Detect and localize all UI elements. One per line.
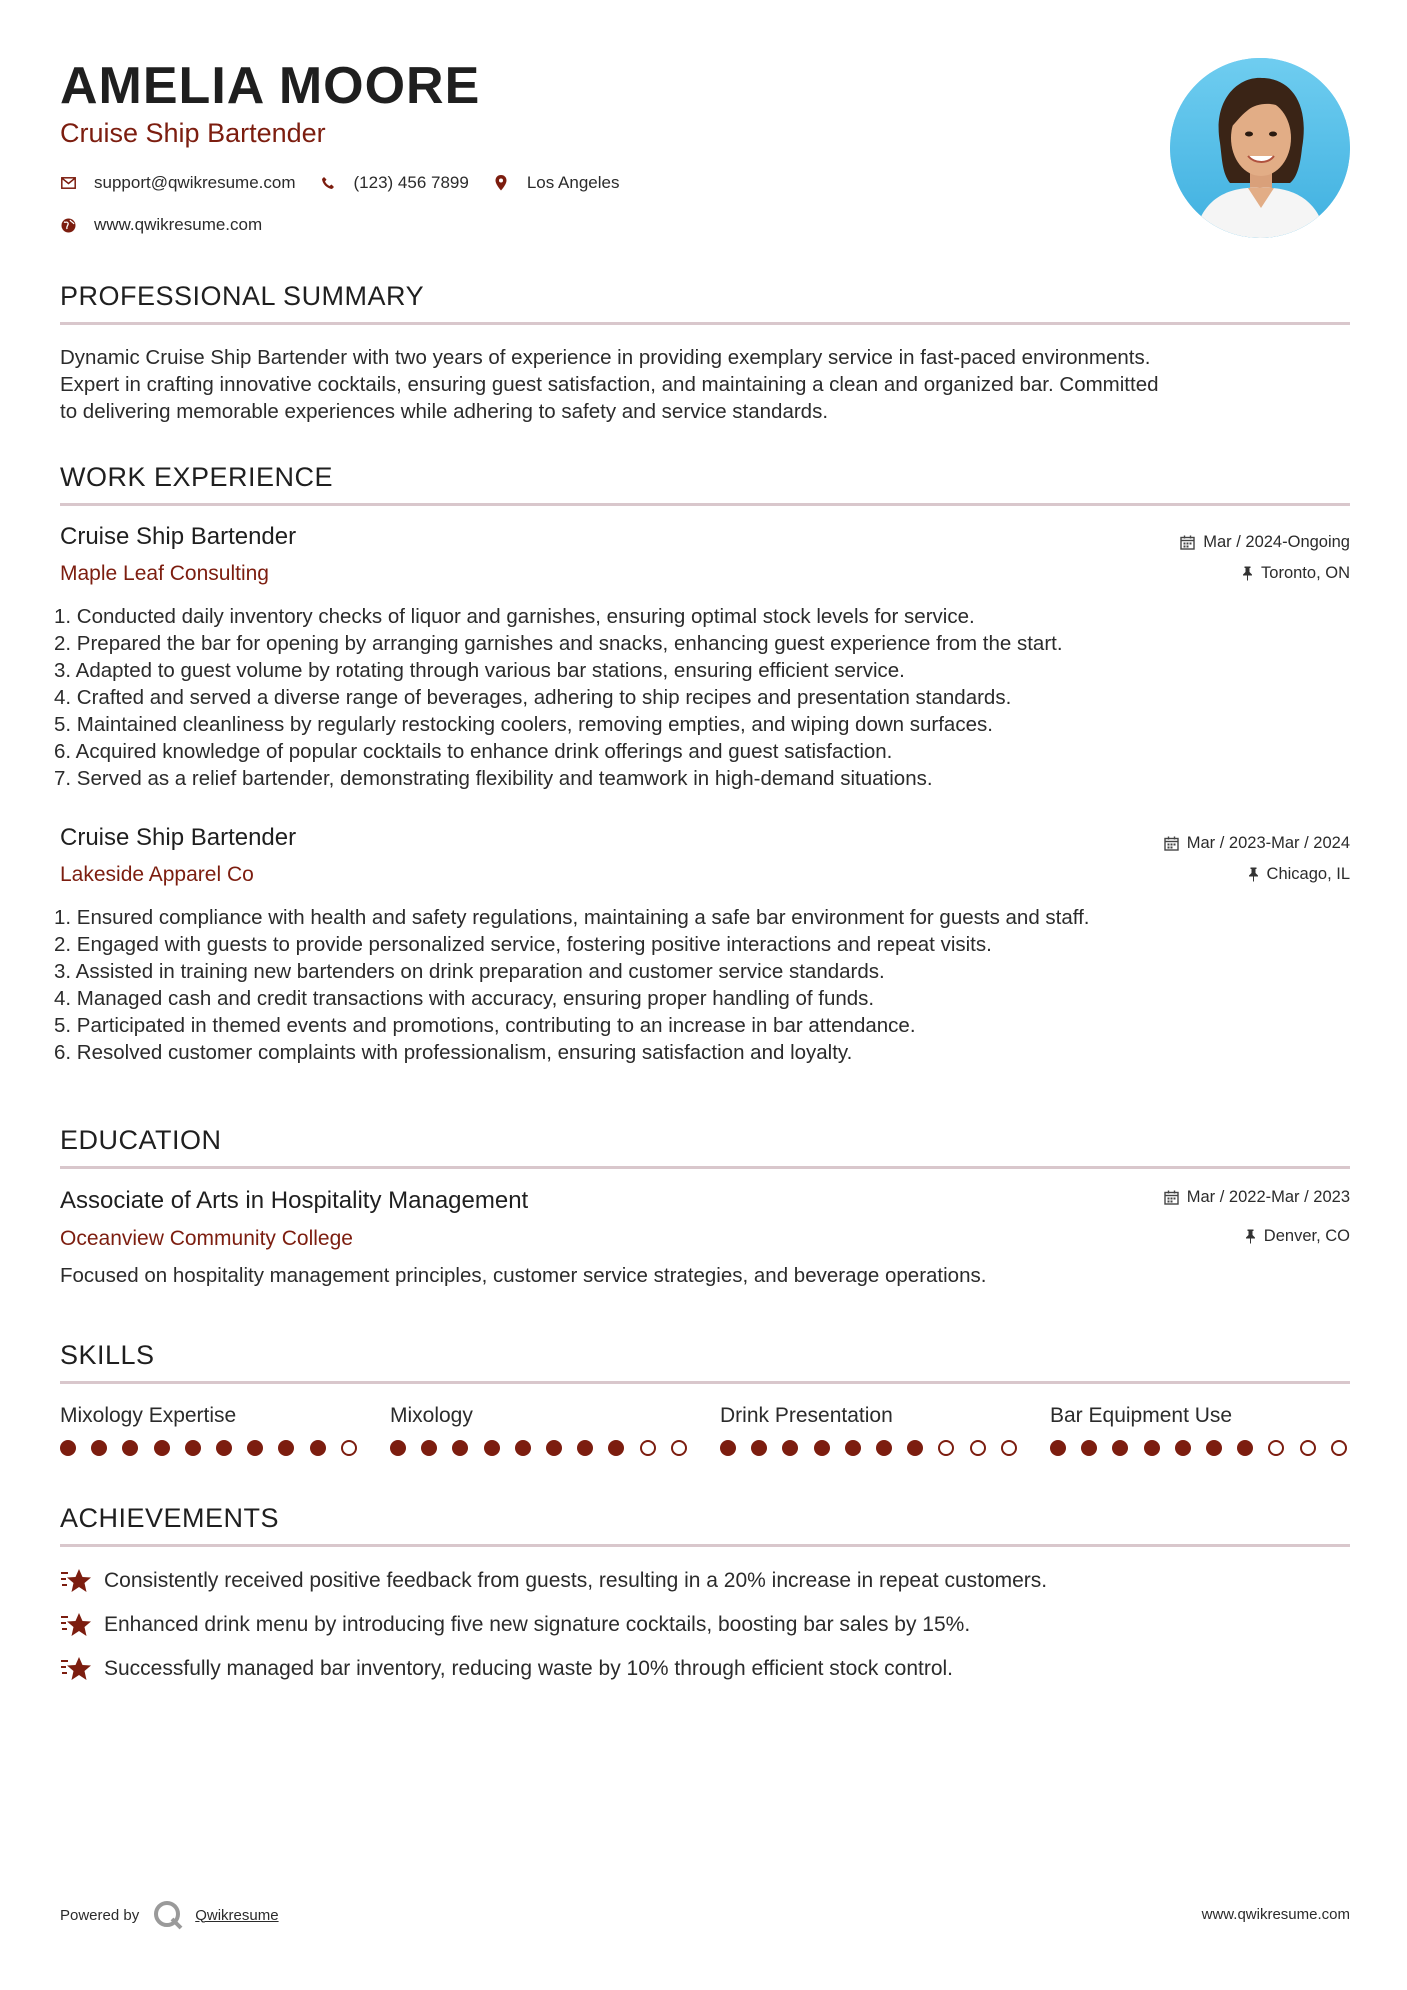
pushpin-icon [1248, 867, 1259, 882]
rating-dot-filled [782, 1440, 798, 1456]
skill-item [60, 1404, 360, 1428]
star-icon [60, 1655, 92, 1683]
job-location [1242, 564, 1350, 583]
rating-dot-filled [814, 1440, 830, 1456]
rating-dot-empty [341, 1440, 357, 1456]
rating-dot-filled [452, 1440, 468, 1456]
rating-dot-filled [845, 1440, 861, 1456]
education-location [1245, 1227, 1350, 1246]
skill-rating [390, 1440, 702, 1456]
rating-dot-empty [1268, 1440, 1284, 1456]
list-item: 4. Managed cash and credit transactions with accuracy, ensuring proper handling of funds. [54, 987, 875, 1010]
education-dates [1164, 1188, 1350, 1207]
experience-heading: WORK EXPERIENCE [60, 462, 334, 492]
skill-name: Drink Presentation [720, 1404, 893, 1427]
rating-dot-filled [907, 1440, 923, 1456]
list-item: 5. Participated in themed events and promotions, contributing to an increase in bar attendance. [54, 1014, 916, 1037]
qwikresume-logo-icon [153, 1900, 183, 1930]
list-item: 1. Conducted daily inventory checks of liquor and garnishes, ensuring optimal stock levels for service. [54, 605, 975, 628]
list-item: 2. Prepared the bar for opening by arranging garnishes and snacks, enhancing guest experience from the start. [54, 632, 1063, 655]
list-item: 7. Served as a relief bartender, demonstrating flexibility and teamwork in high-demand situations. [54, 767, 933, 790]
pushpin-icon [1242, 566, 1253, 581]
rating-dot-filled [1144, 1440, 1160, 1456]
rating-dot-filled [185, 1440, 201, 1456]
education-dates-text: Mar / 2022-Mar / 2023 [1186, 1188, 1350, 1206]
section-divider [60, 1381, 1350, 1384]
skill-rating [60, 1440, 372, 1456]
job-company: Lakeside Apparel Co [60, 863, 254, 886]
achievement-text: Enhanced drink menu by introducing five new signature cocktails, boosting bar sales by 15%. [104, 1613, 971, 1636]
calendar-icon [1164, 1190, 1179, 1205]
rating-dot-filled [216, 1440, 232, 1456]
rating-dot-filled [751, 1440, 767, 1456]
summary-text [60, 344, 1350, 425]
job-dates [1180, 533, 1350, 552]
rating-dot-empty [938, 1440, 954, 1456]
website-row [60, 215, 286, 235]
degree-title: Associate of Arts in Hospitality Management [60, 1187, 529, 1214]
powered-by-label: Powered by [60, 1906, 140, 1924]
footer-powered-by [60, 1900, 279, 1930]
calendar-icon [1164, 836, 1179, 851]
rating-dot-filled [608, 1440, 624, 1456]
job-title: Cruise Ship Bartender [60, 824, 297, 851]
rating-dot-filled [1050, 1440, 1066, 1456]
email-link[interactable]: support@qwikresume.com [94, 173, 296, 192]
phone-icon [320, 175, 336, 191]
job-bullets [54, 603, 1350, 792]
skill-item [1050, 1404, 1350, 1428]
achievement-item [60, 1655, 953, 1683]
summary-line: to delivering memorable experiences while adhering to safety and service standards. [60, 400, 829, 423]
rating-dot-filled [247, 1440, 263, 1456]
skill-name: Bar Equipment Use [1050, 1404, 1233, 1427]
skills-heading: SKILLS [60, 1340, 155, 1370]
rating-dot-filled [876, 1440, 892, 1456]
achievements-heading: ACHIEVEMENTS [60, 1503, 280, 1533]
rating-dot-filled [1112, 1440, 1128, 1456]
school-name: Oceanview Community College [60, 1227, 353, 1250]
skill-rating [1050, 1440, 1362, 1456]
star-icon [60, 1567, 92, 1595]
skill-name: Mixology Expertise [60, 1404, 237, 1427]
phone-number: (123) 456 7899 [353, 173, 469, 192]
email-icon [60, 175, 76, 191]
education-heading: EDUCATION [60, 1125, 222, 1155]
job-location-text: Toronto, ON [1261, 564, 1350, 582]
rating-dot-filled [546, 1440, 562, 1456]
contact-row [60, 173, 643, 193]
section-divider [60, 503, 1350, 506]
summary-heading: PROFESSIONAL SUMMARY [60, 281, 425, 311]
rating-dot-empty [671, 1440, 687, 1456]
rating-dot-filled [484, 1440, 500, 1456]
rating-dot-filled [122, 1440, 138, 1456]
job-bullets [54, 904, 1350, 1066]
job-title: Cruise Ship Bartender [60, 523, 297, 550]
achievement-text: Successfully managed bar inventory, reducing waste by 10% through efficient stock control. [104, 1657, 954, 1680]
list-item: 6. Resolved customer complaints with professionalism, ensuring satisfaction and loyalty. [54, 1041, 853, 1064]
job-location-text: Chicago, IL [1266, 865, 1350, 883]
pushpin-icon [1245, 1229, 1256, 1244]
rating-dot-empty [1001, 1440, 1017, 1456]
achievement-item [60, 1567, 1047, 1595]
rating-dot-filled [91, 1440, 107, 1456]
achievement-text: Consistently received positive feedback from guests, resulting in a 20% increase in repeat customers. [104, 1569, 1048, 1592]
qwikresume-link[interactable]: Qwikresume [195, 1906, 279, 1924]
list-item: 1. Ensured compliance with health and safety regulations, maintaining a safe bar environment for guests and staff. [54, 906, 1090, 929]
list-item: 4. Crafted and served a diverse range of beverages, adhering to ship recipes and presentation standards. [54, 686, 1012, 709]
job-location [1248, 865, 1350, 884]
list-item: 2. Engaged with guests to provide personalized service, fostering positive interactions and repeat visits. [54, 933, 992, 956]
summary-line: Expert in crafting innovative cocktails, ensuring guest satisfaction, and maintaining a clean and organized bar. Committed [60, 373, 1159, 396]
location-text: Los Angeles [526, 173, 620, 192]
summary-line: Dynamic Cruise Ship Bartender with two years of experience in providing exemplary service in fast-paced environments. [60, 346, 1151, 369]
rating-dot-filled [1237, 1440, 1253, 1456]
calendar-icon [1180, 535, 1195, 550]
profile-photo [1170, 58, 1350, 238]
rating-dot-filled [577, 1440, 593, 1456]
rating-dot-filled [390, 1440, 406, 1456]
rating-dot-empty [970, 1440, 986, 1456]
section-divider [60, 1166, 1350, 1169]
location-pin-icon [493, 175, 509, 191]
education-description: Focused on hospitality management principles, customer service strategies, and beverage operations. [60, 1264, 987, 1287]
rating-dot-filled [1206, 1440, 1222, 1456]
rating-dot-filled [1081, 1440, 1097, 1456]
job-dates-text: Mar / 2023-Mar / 2024 [1186, 834, 1350, 852]
footer-website-link[interactable]: www.qwikresume.com [1201, 1906, 1350, 1923]
candidate-name: AMELIA MOORE [60, 57, 481, 115]
list-item: 5. Maintained cleanliness by regularly restocking coolers, removing empties, and wiping down surfaces. [54, 713, 993, 736]
skill-name: Mixology [390, 1404, 473, 1427]
rating-dot-filled [154, 1440, 170, 1456]
education-location-text: Denver, CO [1263, 1227, 1350, 1245]
rating-dot-empty [1300, 1440, 1316, 1456]
skill-rating [720, 1440, 1032, 1456]
section-divider [60, 322, 1350, 325]
rating-dot-filled [310, 1440, 326, 1456]
section-divider [60, 1544, 1350, 1547]
rating-dot-filled [720, 1440, 736, 1456]
job-company: Maple Leaf Consulting [60, 562, 269, 585]
rating-dot-filled [1175, 1440, 1191, 1456]
achievement-item [60, 1611, 970, 1639]
star-icon [60, 1611, 92, 1639]
rating-dot-filled [60, 1440, 76, 1456]
rating-dot-filled [421, 1440, 437, 1456]
website-link[interactable]: www.qwikresume.com [94, 215, 263, 234]
rating-dot-empty [1331, 1440, 1347, 1456]
list-item: 3. Assisted in training new bartenders on drink preparation and customer service standards. [54, 960, 885, 983]
globe-icon [60, 217, 76, 233]
skill-item [390, 1404, 690, 1428]
job-dates [1164, 834, 1350, 853]
job-dates-text: Mar / 2024-Ongoing [1203, 533, 1350, 551]
list-item: 6. Acquired knowledge of popular cocktails to enhance drink offerings and guest satisfaction. [54, 740, 893, 763]
rating-dot-filled [515, 1440, 531, 1456]
list-item: 3. Adapted to guest volume by rotating through various bar stations, ensuring efficient service. [54, 659, 905, 682]
rating-dot-filled [278, 1440, 294, 1456]
skill-item [720, 1404, 1020, 1428]
rating-dot-empty [640, 1440, 656, 1456]
candidate-role: Cruise Ship Bartender [60, 118, 326, 148]
